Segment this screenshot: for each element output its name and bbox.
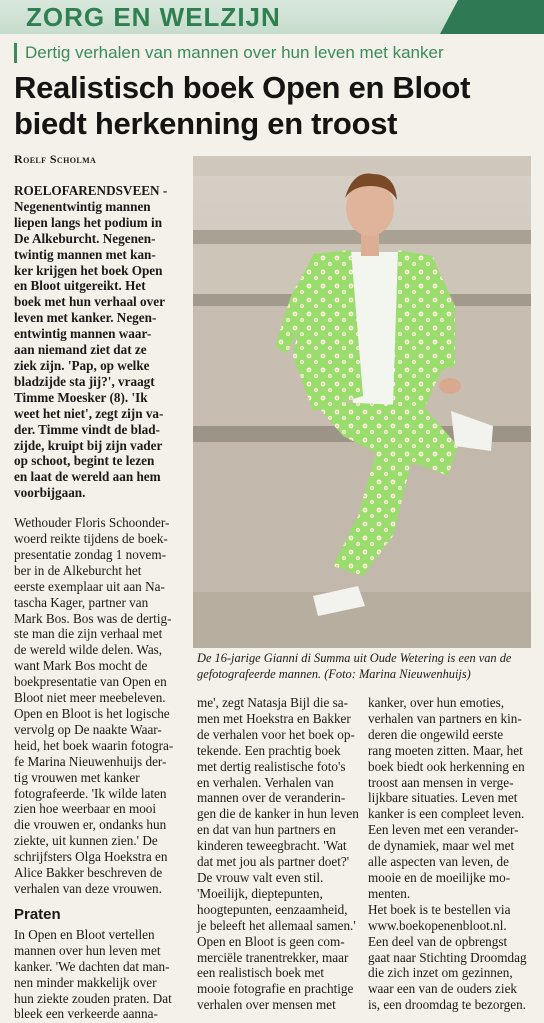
praten-paragraph [14, 927, 190, 1022]
text-line: tekende. Een prachtig boek [197, 742, 341, 758]
text-line: zijde, kruipt bij zijn vader [14, 437, 163, 453]
column-3 [368, 695, 538, 1013]
text-line: hoogtepunten, eenzaamheid, [197, 901, 348, 917]
text-line: menten. [368, 885, 411, 901]
text-line: 'Moeilijk, dieptepunten, [197, 885, 323, 901]
text-line: aan niemand ziet dat ze [14, 342, 147, 358]
text-line: ziek zijn. 'Pap, op welke [14, 357, 150, 373]
text-line: die vrouwen er, ondanks hun [14, 817, 167, 833]
text-line: en laat de wereld aan hem [14, 469, 161, 485]
text-line: mannen over hun leven met [14, 942, 161, 958]
text-line: bleek een verkeerde aanna- [14, 1006, 158, 1022]
text-line: nen minder makkelijk over [14, 974, 157, 990]
text-line: Mark Bos. Bos was de dertig- [14, 610, 172, 626]
text-line: verhalen over mensen met [197, 997, 336, 1013]
section-title: ZORG EN WELZIJN [26, 2, 281, 32]
text-line: dat met jou als partner doet?' [197, 854, 350, 870]
text-line: rang moeten zitten. Maar, het [368, 742, 523, 758]
section-banner [0, 0, 544, 34]
subheading: Dertig verhalen van mannen over hun leven met kanker [25, 43, 444, 62]
headline: Realistisch boek Open en Bloot biedt herkenning en troost [14, 70, 471, 141]
text-line: ziekte, uit kunnen zien.' De [14, 833, 158, 849]
text-line: boek biedt ook herkenning en [368, 758, 525, 774]
text-line: Bloot niet meer meebeleven. [14, 690, 166, 706]
text-line: presentatie zondag 1 novem- [14, 546, 166, 562]
text-line: www.boekopenenbloot.nl. [368, 917, 507, 933]
text-line: fe Marina Nieuwenhuijs der- [14, 753, 167, 769]
text-line: men met Hoekstra en Bakker [197, 710, 351, 726]
text-line: gen die de kanker in hun leven [197, 806, 359, 822]
text-line: schrijfsters Olga Hoekstra en [14, 849, 168, 865]
text-line: deren die ongewild eerste [368, 726, 504, 742]
column-1 [14, 183, 190, 1022]
column-2 [197, 695, 363, 1013]
byline: Roelf Scholma [14, 152, 97, 166]
photo-caption: De 16-jarige Gianni di Summa uit Oude Wetering is een van de gefotografeerde mannen. (Foto: Marina Nieuwenhuijs) [197, 651, 512, 681]
text-line: eerste exemplaar uit aan Na- [14, 578, 165, 594]
text-line: Het boek is te bestellen via [368, 901, 511, 917]
text-line: je beleeft het allemaal samen.' [197, 917, 356, 933]
text-line: Alice Bakker beschreven de [14, 865, 163, 881]
text-line: twintig mannen met kan- [14, 246, 156, 262]
text-line: kanker is een compleet leven. [368, 806, 525, 822]
text-line: In Open en Bloot vertellen [14, 926, 155, 942]
text-line: die zich inzet om gezinnen, [368, 965, 513, 981]
text-line: ber in de Alkeburcht het [14, 562, 142, 578]
text-line: kanker. 'We dachten dat man- [14, 958, 170, 974]
text-line: Timme Moesker (8). 'Ik [14, 389, 148, 405]
text-line: en verhalen. Verhalen van [197, 774, 334, 790]
text-line: heid, het boek waarin fotogra- [14, 737, 174, 753]
text-line: op schoot, begint te lezen [14, 453, 155, 469]
text-line: de dynamiek, maar wel met [368, 838, 515, 854]
text-line: is, een droomdag te bezorgen. [368, 997, 526, 1013]
text-line: lijkbare situaties. Leven met [368, 790, 518, 806]
text-line: merciële tranentrekker, maar [197, 949, 349, 965]
text-line: der. Timme vindt de blad- [14, 421, 160, 437]
text-line: troost aan mensen in verge- [368, 774, 514, 790]
text-line: Open en Bloot is geen com- [197, 933, 345, 949]
text-line: entwintig mannen waar- [14, 326, 152, 342]
text-line: weet het niet', zegt zijn va- [14, 405, 164, 421]
text-line: Een deel van de opbrengst [368, 933, 508, 949]
text-line: mooie en de moeilijke mo- [368, 869, 511, 885]
text-line: Wethouder Floris Schoonder- [14, 515, 170, 531]
text-line: voorbijgaan. [14, 485, 86, 501]
text-line: kinderen teweegbracht. 'Wat [197, 838, 347, 854]
text-line: mannen over de veranderin- [197, 790, 346, 806]
text-line: en dat van hun partners en [197, 822, 336, 838]
text-line: leven met kanker. Negen- [14, 310, 157, 326]
text-line: De vrouw valt even stil. [197, 869, 324, 885]
text-line: waar een van de ouders ziek [368, 981, 518, 997]
text-line: want Mark Bos mocht de [14, 658, 148, 674]
text-line: tig vrouwen met kanker [14, 769, 140, 785]
photo [193, 156, 531, 648]
text-line: ROELOFARENDSVEEN - [14, 183, 168, 198]
text-line: Negenentwintig mannen [14, 198, 151, 214]
text-line: en Bloot uitgereikt. Het [14, 278, 146, 294]
text-line: een realistisch boek met [197, 965, 325, 981]
lead-paragraph [14, 183, 190, 501]
text-line: met dertig realistische foto's [197, 758, 346, 774]
text-line: fotografeerde. 'Ik wilde laten [14, 785, 167, 801]
text-line: de wereld wilde delen. Was, [14, 642, 163, 658]
text-line: boek met hun verhaal over [14, 294, 165, 310]
text-line: tascha Kager, partner van [14, 594, 149, 610]
text-line: kanker, over hun emoties, [368, 695, 505, 710]
text-line: boekpresentatie van Open en [14, 674, 167, 690]
text-line: De Alkeburcht. Negenen- [14, 230, 156, 246]
text-line: ste man die zijn verhaal met [14, 626, 163, 642]
subheading-bar [14, 43, 537, 63]
text-line: Open en Bloot is het logische [14, 706, 170, 721]
text-line: bladzijde sta jij?', vraagt [14, 373, 155, 389]
praten-subhead: Praten [14, 905, 61, 923]
text-line: zien hoe weerbaar en mooi [14, 801, 157, 817]
photo-portrait [193, 156, 531, 648]
text-line: alle aspecten van leven, de [368, 854, 509, 870]
body-paragraph [14, 515, 190, 897]
text-line: verhalen van deze vrouwen. [14, 880, 162, 896]
text-line: hun ziekte zouden praten. Dat [14, 990, 172, 1006]
text-line: liepen langs het podium in [14, 214, 163, 230]
text-line: vervolg op De naakte Waar- [14, 721, 162, 737]
text-line: mooie fotografie en prachtige [197, 981, 354, 997]
text-line: ker krijgen het boek Open [14, 262, 163, 278]
text-line: de verhalen voor het boek op- [197, 726, 355, 742]
text-line: verhalen van partners en kin- [368, 710, 522, 726]
banner-tab [440, 0, 544, 34]
text-line: woerd reikte tijdens de boek- [14, 531, 168, 547]
text-line: Een leven met een verander- [368, 822, 519, 838]
text-line: gaat naar Stichting Droomdag [368, 949, 527, 965]
text-line: me', zegt Natasja Bijl die sa- [197, 695, 349, 710]
